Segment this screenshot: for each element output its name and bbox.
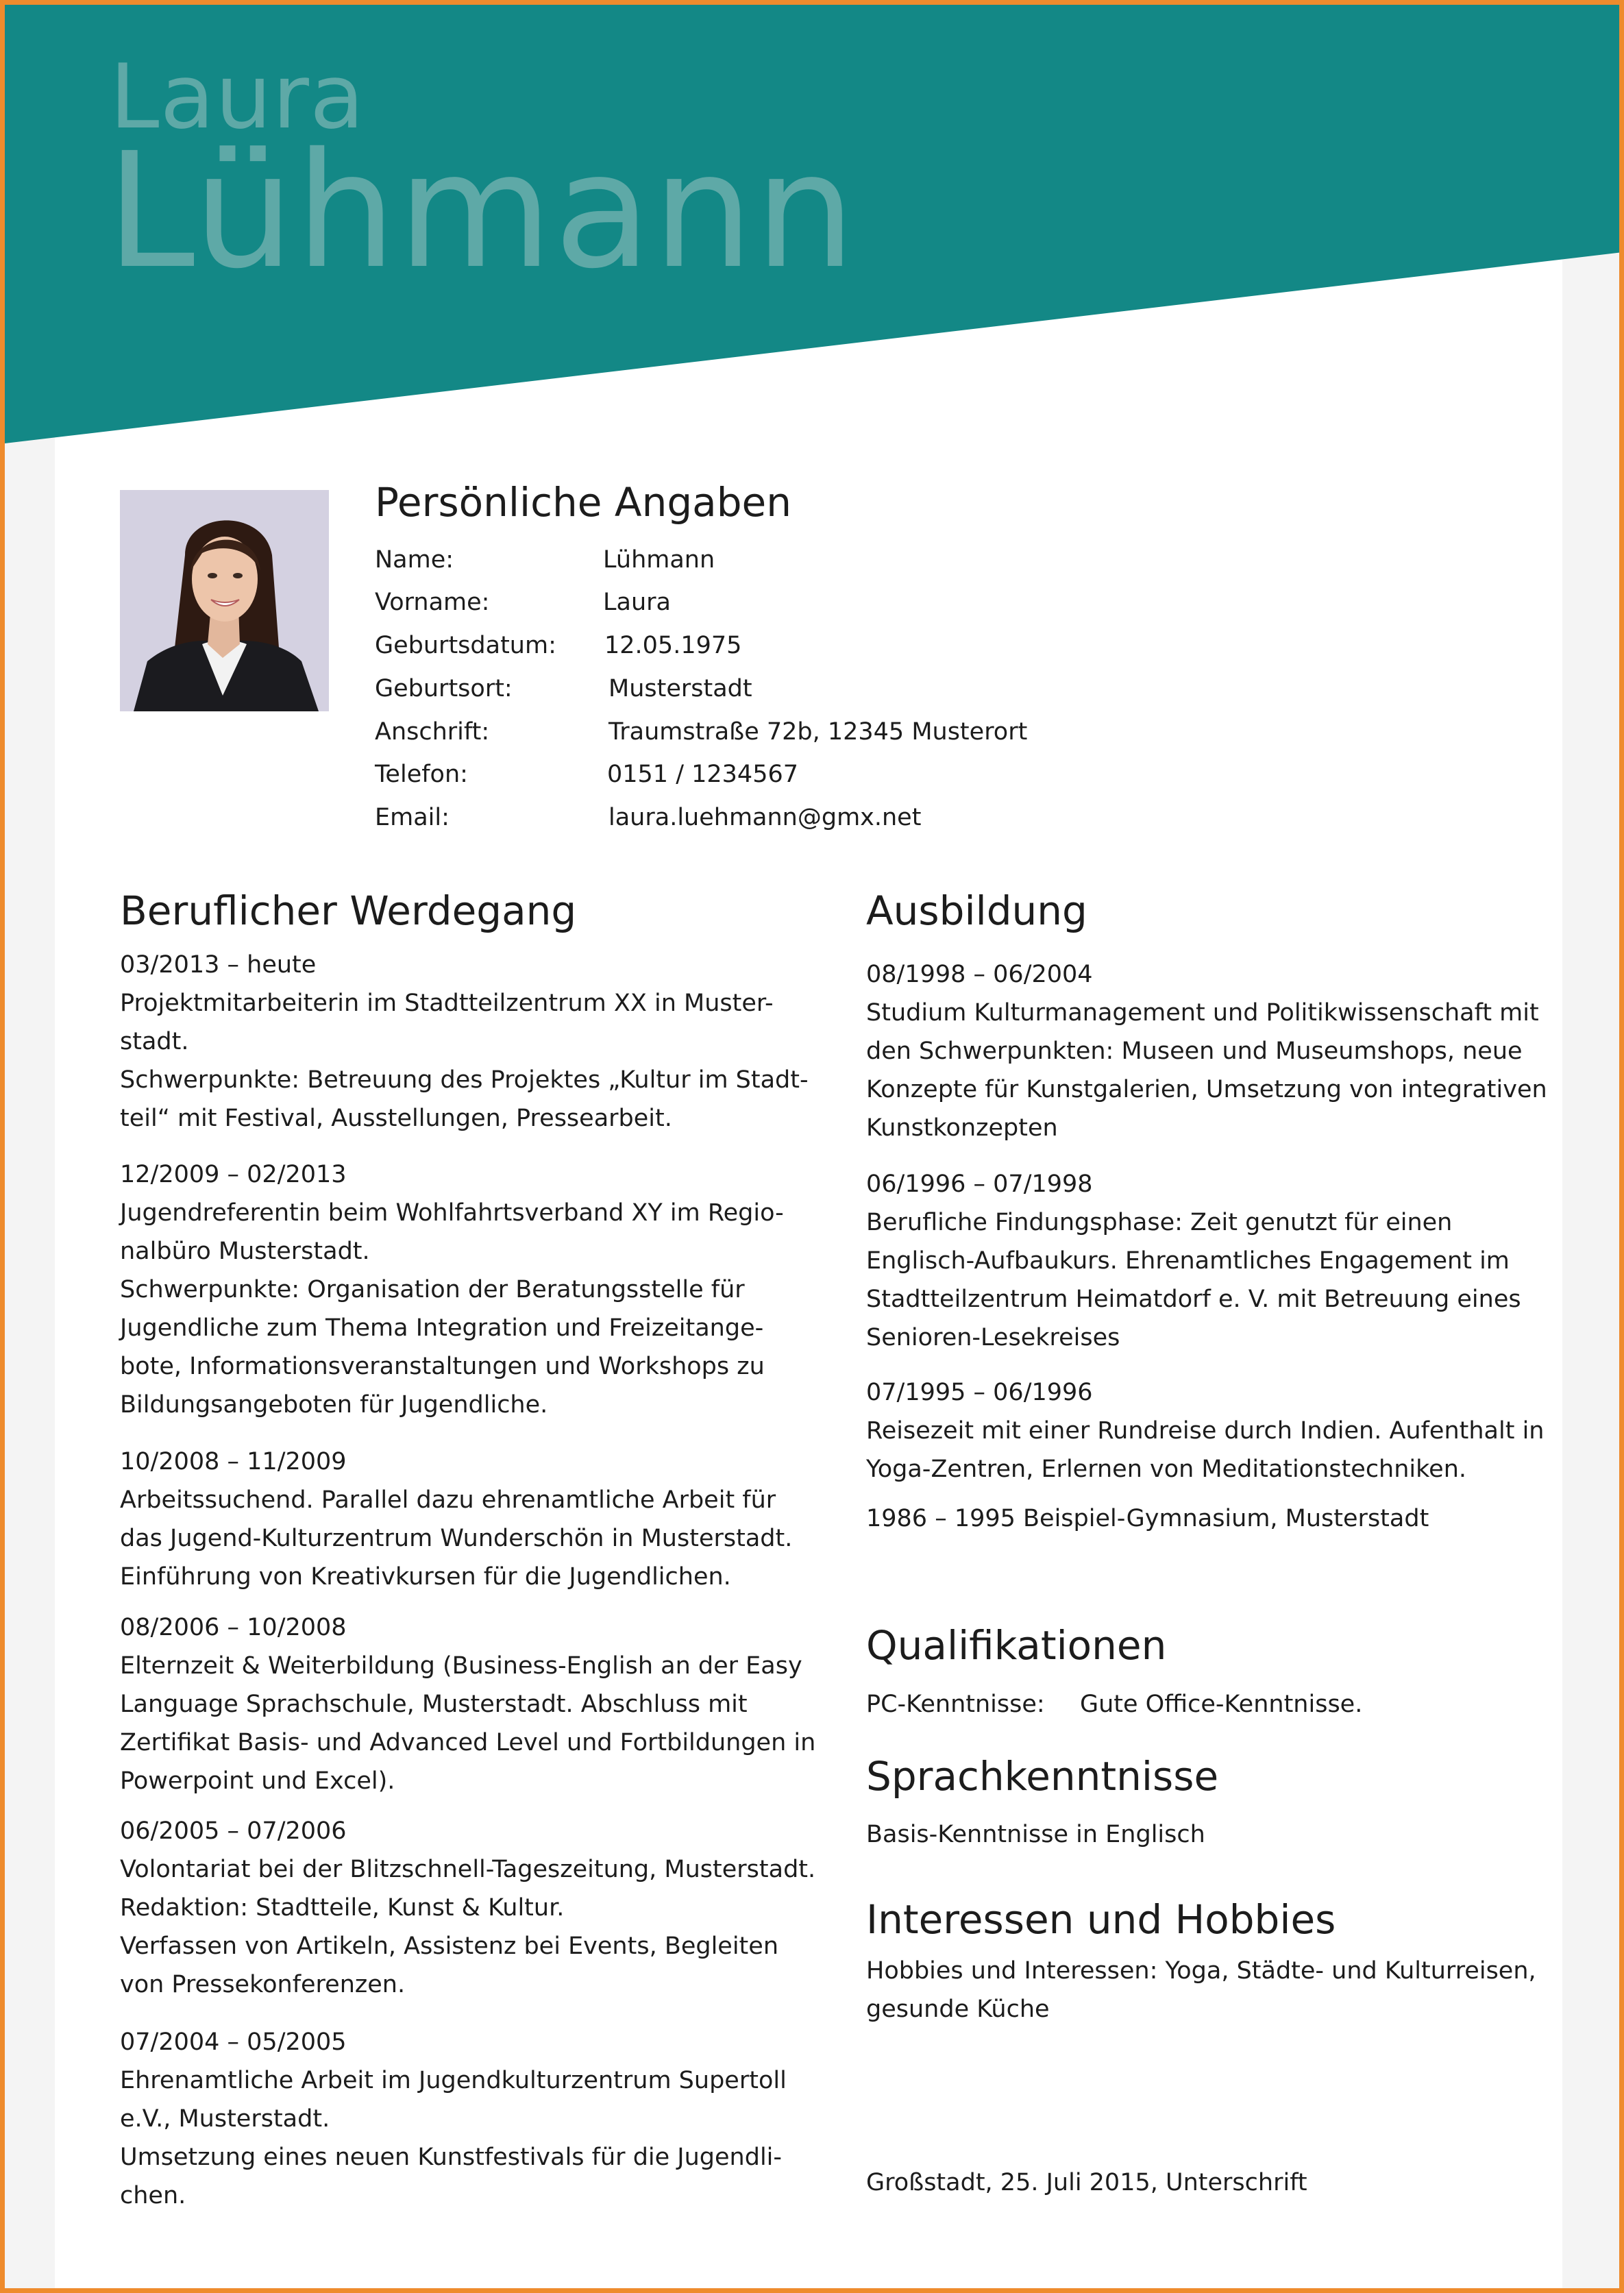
career-entry-5	[120, 1812, 815, 2004]
profile-photo	[120, 490, 329, 711]
personal-heading: Persönliche Angaben	[375, 479, 791, 526]
personal-value-address: Traumstraße 72b, 12345 Musterort	[608, 718, 1028, 746]
career-text-line: e.V., Musterstadt.	[120, 2105, 330, 2133]
personal-label-name: Name:	[375, 546, 454, 574]
career-text-line: Schwerpunkte: Betreuung des Projektes „Kultur im Stadt-	[120, 1066, 809, 1094]
education-text-line: Konzepte für Kunstgalerien, Umsetzung von integrativen	[866, 1076, 1547, 1103]
education-text-line: Senioren-Lesekreises	[866, 1324, 1120, 1351]
career-text-line: chen.	[120, 2182, 186, 2209]
personal-label-email: Email:	[375, 804, 450, 831]
education-text-line: Studium Kulturmanagement und Politikwissenschaft mit	[866, 999, 1539, 1027]
career-text-line: Language Sprachschule, Musterstadt. Abschluss mit	[120, 1691, 748, 1718]
career-text-line: teil“ mit Festival, Ausstellungen, Pressearbeit.	[120, 1105, 672, 1132]
career-text-line: Schwerpunkte: Organisation der Beratungsstelle für	[120, 1276, 745, 1303]
career-date: 08/2006 – 10/2008	[120, 1614, 347, 1641]
personal-label-birthdate: Geburtsdatum:	[375, 632, 556, 659]
education-entry-1	[866, 955, 1547, 1147]
personal-label-address: Anschrift:	[375, 718, 490, 746]
education-text-line: Yoga-Zentren, Erlernen von Meditationstechniken.	[866, 1456, 1467, 1483]
career-entry-2	[120, 1155, 784, 1424]
career-text-line: Umsetzung eines neuen Kunstfestivals für die Jugendli-	[120, 2144, 783, 2171]
career-entry-3	[120, 1443, 792, 1596]
career-text-line: Einführung von Kreativkursen für die Jugendlichen.	[120, 1563, 731, 1591]
education-date: 07/1995 – 06/1996	[866, 1379, 1093, 1406]
career-text-line: Arbeitssuchend. Parallel dazu ehrenamtliche Arbeit für	[120, 1486, 776, 1514]
career-text-line: das Jugend-Kulturzentrum Wunderschön in Musterstadt.	[120, 1525, 793, 1552]
education-text-line: Reisezeit mit einer Rundreise durch Indien. Aufenthalt in	[866, 1417, 1545, 1445]
personal-value-email: laura.luehmann@gmx.net	[608, 804, 922, 831]
education-text-line: Stadtteilzentrum Heimatdorf e. V. mit Betreuung eines	[866, 1286, 1521, 1313]
education-date: 06/1996 – 07/1998	[866, 1170, 1093, 1198]
personal-value-phone: 0151 / 1234567	[607, 761, 798, 788]
career-text-line: Verfassen von Artikeln, Assistenz bei Events, Begleiten	[120, 1933, 778, 1960]
career-text-line: Volontariat bei der Blitzschnell-Tageszeitung, Musterstadt.	[120, 1856, 816, 1883]
career-text-line: Elternzeit & Weiterbildung (Business-English an der Easy	[120, 1652, 802, 1680]
career-date: 03/2013 – heute	[120, 951, 317, 979]
career-text-line: bote, Informationsveranstaltungen und Workshops zu	[120, 1353, 765, 1380]
career-date: 06/2005 – 07/2006	[120, 1817, 347, 1845]
career-text-line: Ehrenamtliche Arbeit im Jugendkulturzentrum Supertoll	[120, 2067, 787, 2094]
career-entry-1	[120, 946, 809, 1138]
career-date: 10/2008 – 11/2009	[120, 1448, 347, 1475]
career-text-line: Redaktion: Stadtteile, Kunst & Kultur.	[120, 1894, 565, 1922]
education-heading: Ausbildung	[866, 887, 1087, 934]
career-text-line: Zertifikat Basis- und Advanced Level und Fortbildungen in	[120, 1729, 816, 1756]
hobbies-text-line: Hobbies und Interessen: Yoga, Städte- und Kulturreisen,	[866, 1957, 1536, 1985]
career-date: 12/2009 – 02/2013	[120, 1161, 347, 1188]
personal-label-phone: Telefon:	[375, 761, 468, 788]
hobbies-text	[866, 1952, 1536, 2028]
career-text-line: Jugendliche zum Thema Integration und Freizeitange-	[120, 1314, 764, 1342]
career-text-line: Powerpoint und Excel).	[120, 1767, 395, 1795]
career-date: 07/2004 – 05/2005	[120, 2028, 347, 2056]
career-entry-6	[120, 2023, 787, 2215]
education-date: 08/1998 – 06/2004	[866, 961, 1093, 988]
signature-line: Großstadt, 25. Juli 2015, Unterschrift	[866, 2169, 1307, 2196]
career-text-line: Jugendreferentin beim Wohlfahrtsverband XY im Regio-	[120, 1199, 784, 1227]
personal-value-name: Lühmann	[603, 546, 715, 574]
last-name: Lühmann	[106, 119, 857, 304]
qualifications-heading: Qualifikationen	[866, 1622, 1167, 1669]
languages-heading: Sprachkenntnisse	[866, 1753, 1219, 1800]
qualifications-value: Gute Office-Kenntnisse.	[1080, 1691, 1363, 1718]
career-heading: Beruflicher Werdegang	[120, 887, 577, 934]
education-school: 1986 – 1995 Beispiel-Gymnasium, Musterstadt	[866, 1505, 1429, 1532]
career-text-line: von Pressekonferenzen.	[120, 1971, 406, 1998]
languages-text: Basis-Kenntnisse in Englisch	[866, 1821, 1205, 1848]
personal-label-firstname: Vorname:	[375, 589, 490, 616]
hobbies-heading: Interessen und Hobbies	[866, 1896, 1336, 1943]
education-text-line: Englisch-Aufbaukurs. Ehrenamtliches Engagement im	[866, 1247, 1510, 1275]
first-name: Laura	[110, 45, 365, 149]
personal-value-birthdate: 12.05.1975	[604, 632, 742, 659]
personal-value-firstname: Laura	[603, 589, 671, 616]
education-entry-2	[866, 1165, 1521, 1357]
education-text-line: den Schwerpunkten: Museen und Museumshops, neue	[866, 1038, 1523, 1065]
career-text-line: Projektmitarbeiterin im Stadtteilzentrum XX in Muster-	[120, 990, 774, 1017]
personal-label-birthplace: Geburtsort:	[375, 675, 513, 702]
education-text-line: Berufliche Findungsphase: Zeit genutzt für einen	[866, 1209, 1453, 1236]
career-text-line: nalbüro Musterstadt.	[120, 1238, 370, 1265]
portrait-illustration	[120, 490, 329, 711]
personal-value-birthplace: Musterstadt	[608, 675, 752, 702]
education-entry-3	[866, 1373, 1545, 1488]
education-text-line: Kunstkonzepten	[866, 1114, 1058, 1142]
career-text-line: Bildungsangeboten für Jugendliche.	[120, 1391, 548, 1419]
qualifications-label: PC-Kenntnisse:	[866, 1691, 1045, 1718]
hobbies-text-line: gesunde Küche	[866, 1996, 1050, 2023]
career-entry-4	[120, 1608, 815, 1800]
career-text-line: stadt.	[120, 1028, 189, 1055]
